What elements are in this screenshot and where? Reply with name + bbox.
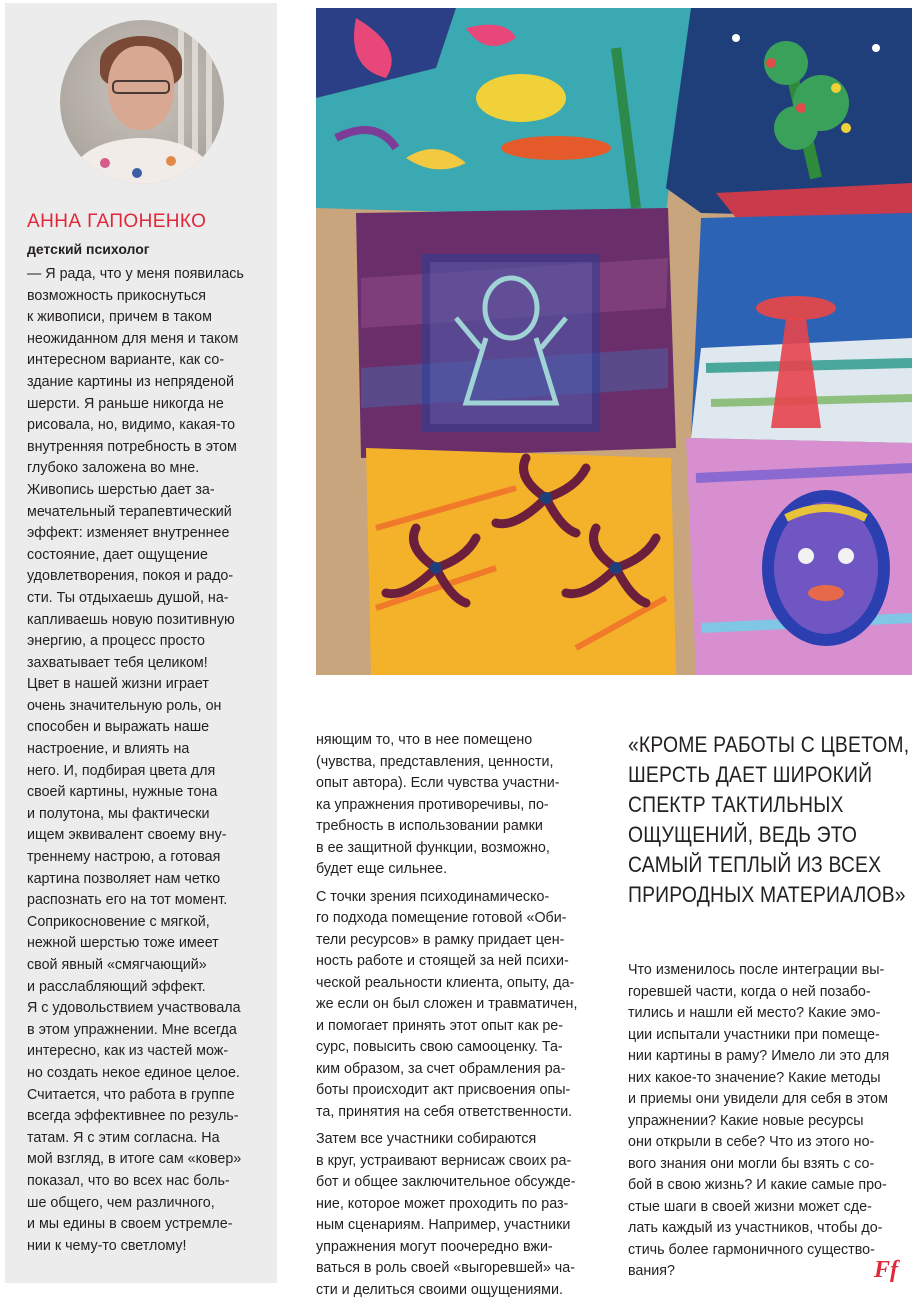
text-line: вания? [628, 1261, 904, 1283]
text-line: в круг, устраивают вернисаж своих ра- [316, 1151, 588, 1173]
text-line: картина позволяет нам четко [27, 869, 267, 891]
text-line: та, принятия на себя ответственности. [316, 1102, 588, 1124]
text-line: сти. Ты отдыхаешь душой, на- [27, 588, 267, 610]
text-line: упражнении? Какие новые ресурсы [628, 1111, 904, 1133]
text-line: «КРОМЕ РАБОТЫ С ЦВЕТОМ, [628, 730, 869, 760]
text-line: свой явный «смягчающий» [27, 955, 267, 977]
article-right-column [628, 960, 904, 1283]
text-line: вого знания они могли бы взять с со- [628, 1154, 904, 1176]
paragraph [316, 887, 588, 1124]
text-line: и расслабляющий эффект. [27, 977, 267, 999]
text-line: Считается, что работа в группе [27, 1085, 267, 1107]
author-sidebar [5, 3, 277, 1283]
text-line: Живопись шерстью дает за- [27, 480, 267, 502]
text-line: ческой реальности клиента, опыту, да- [316, 973, 588, 995]
text-line: здание картины из непряденой [27, 372, 267, 394]
text-line: бот и общее заключительное обсужде- [316, 1172, 588, 1194]
text-line: нежной шерстью тоже имеет [27, 933, 267, 955]
text-line: и приемы они увидели для себя в этом [628, 1089, 904, 1111]
text-line: ваться в роль своей «выгоревшей» ча- [316, 1258, 588, 1280]
text-line: очень значительную роль, он [27, 696, 267, 718]
text-line: в этом упражнении. Мне всегда [27, 1020, 267, 1042]
text-line: треннему настрою, а готовая [27, 847, 267, 869]
text-line: в ее защитной функции, возможно, [316, 838, 588, 860]
text-line: С точки зрения психодинамическо- [316, 887, 588, 909]
text-line: бой в свою жизнь? И какие самые про- [628, 1175, 904, 1197]
text-line: интересном варианте, как со- [27, 350, 267, 372]
text-line: настроение, и влиять на [27, 739, 267, 761]
text-line: лать каждый из участников, чтобы до- [628, 1218, 904, 1240]
text-line: ПРИРОДНЫХ МАТЕРИАЛОВ» [628, 880, 869, 910]
text-line: распознать его на тот момент. [27, 890, 267, 912]
text-line: неожиданном для меня и таком [27, 329, 267, 351]
text-line: Соприкосновение с мягкой, [27, 912, 267, 934]
text-line: требность в использовании рамки [316, 816, 588, 838]
text-line: будет еще сильнее. [316, 859, 588, 881]
text-line: капливаешь новую позитивную [27, 610, 267, 632]
text-line: к живописи, причем в таком [27, 307, 267, 329]
text-line: состояние, дает ощущение [27, 545, 267, 567]
text-line: Затем все участники собираются [316, 1129, 588, 1151]
text-line: ищем эквивалент своему вну- [27, 825, 267, 847]
text-line: САМЫЙ ТЕПЛЫЙ ИЗ ВСЕХ [628, 850, 869, 880]
text-line: мечательный терапевтический [27, 502, 267, 524]
text-line: внутренняя потребность в этом [27, 437, 267, 459]
text-line: ние, которое может проходить по раз- [316, 1194, 588, 1216]
text-line: но создать некое единое целое. [27, 1063, 267, 1085]
text-line: ка упражнения противоречивы, по- [316, 795, 588, 817]
text-line: ность работе и стоящей за ней психи- [316, 951, 588, 973]
text-line: тели ресурсов» в рамку придает цен- [316, 930, 588, 952]
text-line: рисовала, но, видимо, какая-то [27, 415, 267, 437]
text-line: (чувства, представления, ценности, [316, 752, 588, 774]
text-line: интересно, как из частей мож- [27, 1041, 267, 1063]
text-line: сти и делиться своими ощущениями. [316, 1280, 588, 1301]
text-line: и мы едины в своем устремле- [27, 1214, 267, 1236]
text-line: ОЩУЩЕНИЙ, ВЕДЬ ЭТО [628, 820, 869, 850]
text-line: них какое-то значение? Какие методы [628, 1068, 904, 1090]
article-middle-column [316, 730, 588, 1301]
text-line: тились и нашли ей место? Какие эмо- [628, 1003, 904, 1025]
text-line: татам. Я с этим согласна. На [27, 1128, 267, 1150]
author-name: АННА ГАПОНЕНКО [27, 211, 206, 233]
text-line: своей картины, нужные тона [27, 782, 267, 804]
magazine-logo: Ff [874, 1257, 898, 1284]
author-avatar [60, 20, 224, 184]
text-line: упражнения могут поочередно вжи- [316, 1237, 588, 1259]
text-line: ШЕРСТЬ ДАЕТ ШИРОКИЙ [628, 760, 869, 790]
paragraph [316, 730, 588, 881]
text-line: сурс, повысить свою самооценку. Та- [316, 1037, 588, 1059]
author-role: детский психолог [27, 241, 150, 257]
text-line: показал, что во всех нас боль- [27, 1171, 267, 1193]
text-line: го подхода помещение готовой «Оби- [316, 908, 588, 930]
text-line: Что изменилось после интеграции вы- [628, 960, 904, 982]
text-line: эффект: изменяет внутреннее [27, 523, 267, 545]
text-line: стичь более гармоничного существо- [628, 1240, 904, 1262]
text-line: нии картины в раму? Имело ли это для [628, 1046, 904, 1068]
text-line: мой взгляд, в итоге сам «ковер» [27, 1149, 267, 1171]
text-line: Я с удовольствием участвовала [27, 998, 267, 1020]
text-line: захватывает тебя целиком! [27, 653, 267, 675]
paragraph [316, 1129, 588, 1301]
text-line: шерсти. Я раньше никогда не [27, 394, 267, 416]
text-line: ким образом, за счет обрамления ра- [316, 1059, 588, 1081]
text-line: же если он был сложен и травматичен, [316, 994, 588, 1016]
text-line: возможность прикоснуться [27, 286, 267, 308]
text-line: удовлетворения, покоя и радо- [27, 566, 267, 588]
text-line: боты происходит акт присвоения опы- [316, 1080, 588, 1102]
felt-painting-photo [316, 8, 912, 675]
text-line: него. И, подбирая цвета для [27, 761, 267, 783]
text-line: всегда эффективнее по резуль- [27, 1106, 267, 1128]
text-line: энергию, а процесс просто [27, 631, 267, 653]
text-line: стые шаги в своей жизни может сде- [628, 1197, 904, 1219]
text-line: они открыли в себе? Что из этого но- [628, 1132, 904, 1154]
text-line: способен и выражать наше [27, 717, 267, 739]
text-line: няющим то, что в нее помещено [316, 730, 588, 752]
text-line: опыт автора). Если чувства участни- [316, 773, 588, 795]
text-line: Цвет в нашей жизни играет [27, 674, 267, 696]
text-line: горевшей части, когда о ней позабо- [628, 982, 904, 1004]
text-line: и помогает принять этот опыт как ре- [316, 1016, 588, 1038]
text-line: — Я рада, что у меня появилась [27, 264, 267, 286]
text-line: нии к чему-то светлому! [27, 1236, 267, 1258]
author-comment [27, 264, 267, 1257]
text-line: ше общего, чем различного, [27, 1193, 267, 1215]
text-line: и полутона, мы фактически [27, 804, 267, 826]
text-line: ции испытали участники при помеще- [628, 1025, 904, 1047]
text-line: ным сценариям. Например, участники [316, 1215, 588, 1237]
text-line: глубоко заложена во мне. [27, 458, 267, 480]
text-line: СПЕКТР ТАКТИЛЬНЫХ [628, 790, 869, 820]
pull-quote [628, 730, 908, 910]
